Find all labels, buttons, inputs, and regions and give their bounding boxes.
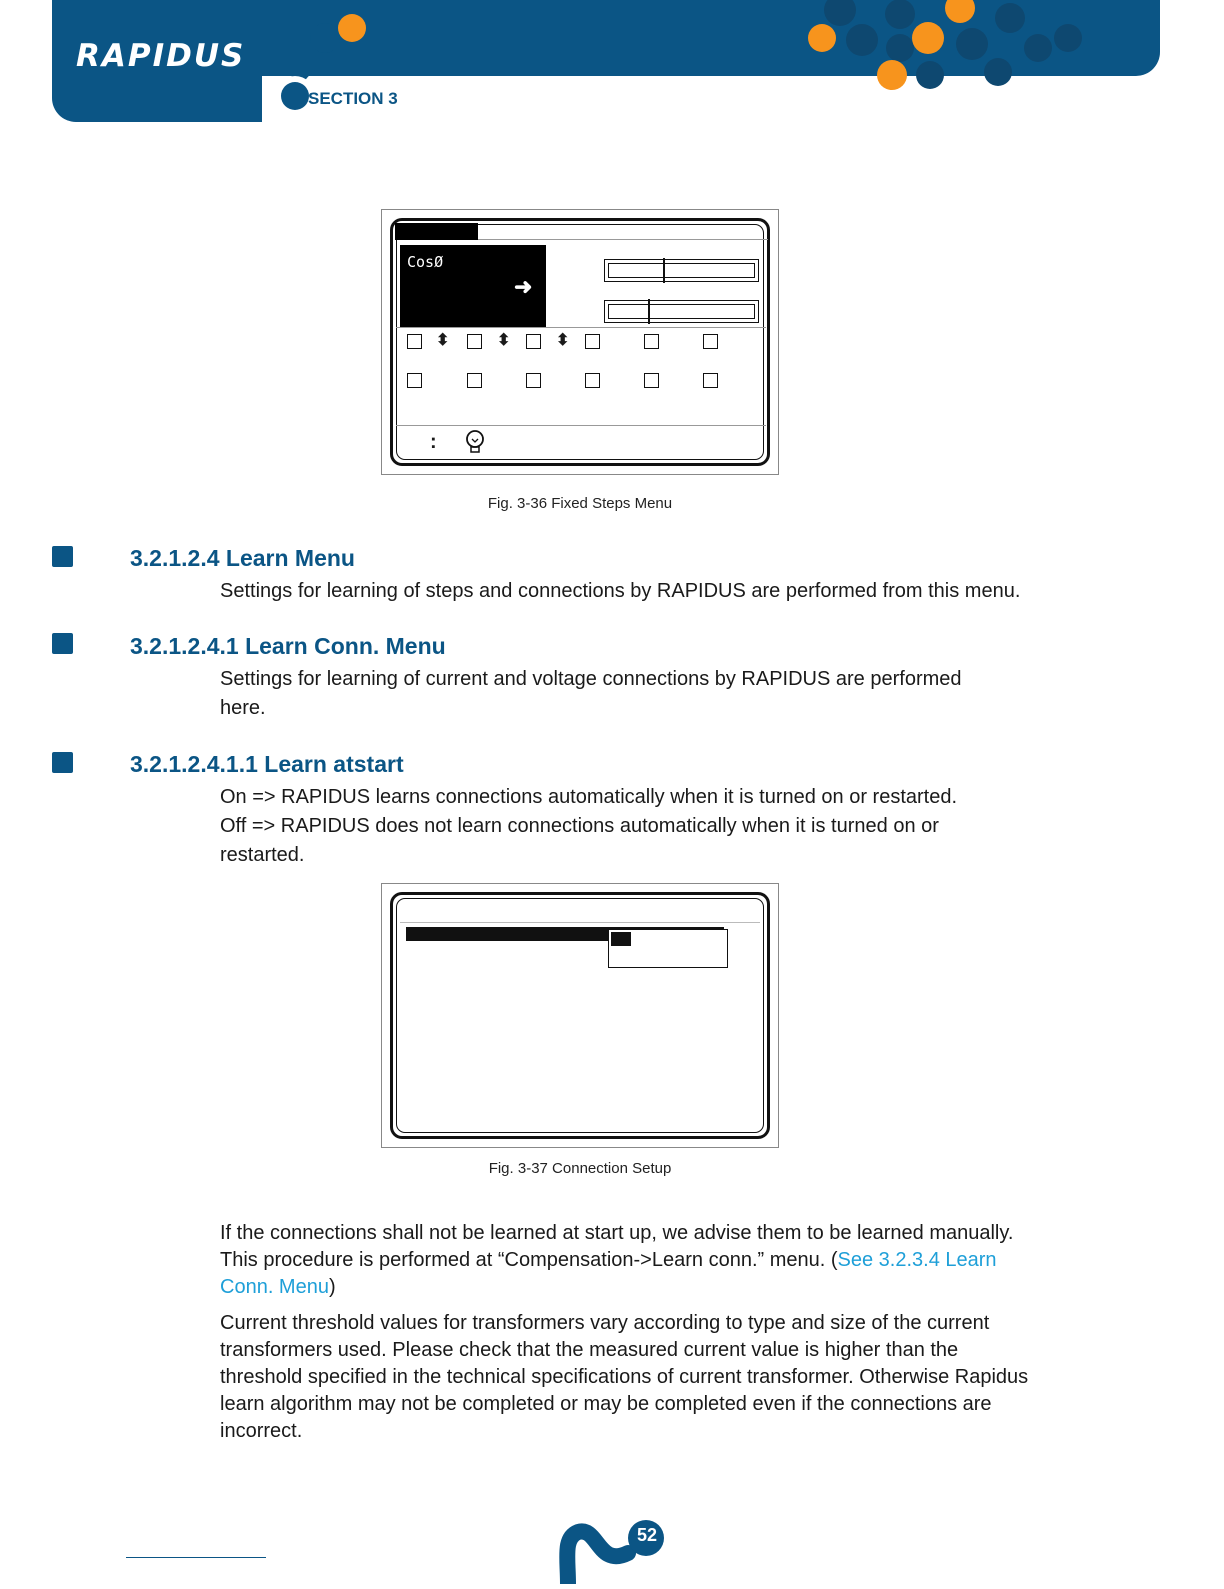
step-checkbox <box>644 373 659 388</box>
lcd-divider <box>396 327 766 328</box>
lcd-dropdown-cursor <box>611 932 631 946</box>
section-heading: 3.2.1.2.4.1 Learn Conn. Menu <box>130 633 446 659</box>
up-down-arrow-icon: ⬍ <box>436 332 450 349</box>
section-bullet <box>52 546 73 567</box>
section-bullet <box>52 633 73 654</box>
logo: RAPIDUS <box>76 38 246 74</box>
step-checkbox <box>526 334 541 349</box>
section-heading: 3.2.1.2.4.1.1 Learn atstart <box>130 751 404 777</box>
lcd-title-bar <box>395 223 478 240</box>
see-reference-link[interactable]: See 3.2.3.4 Learn Conn. Menu <box>220 1249 997 1298</box>
section-bullet <box>52 752 73 773</box>
up-down-arrow-icon: ⬍ <box>556 332 570 349</box>
page-number: 52 <box>636 1525 658 1545</box>
body-line: Off => RAPIDUS does not learn connections automatically when it is turned on or restarted. <box>220 815 939 866</box>
lcd-connection-setup <box>381 883 779 1148</box>
step-checkbox <box>703 334 718 349</box>
step-checkbox <box>407 334 422 349</box>
bar-gauge-2 <box>604 300 759 323</box>
lcd-cos-label: CosØ <box>407 253 444 271</box>
figure-caption: Fig. 3-37 Connection Setup <box>488 1160 672 1177</box>
section-body <box>220 665 1010 723</box>
body-line: Settings for learning of steps and connections by RAPIDUS are performed from this menu. <box>220 580 1021 602</box>
figure-caption: Fig. 3-36 Fixed Steps Menu <box>487 495 673 512</box>
step-checkbox <box>467 334 482 349</box>
note-text: Current threshold values for transformers vary according to type and size of the current transformers used. Please check that the measured current value is higher than the threshold specified in the technical specifications of current transformer. Otherwise Rapidus learn algorithm may not be completed or may be completed even if the connections are incorrect. <box>220 1312 1029 1442</box>
lcd-title-line <box>400 922 760 923</box>
step-checkbox <box>407 373 422 388</box>
note-paragraph <box>220 1310 1040 1445</box>
step-checkbox <box>703 373 718 388</box>
step-checkbox <box>585 373 600 388</box>
section-body <box>220 577 1070 606</box>
page-number-badge <box>548 1518 668 1589</box>
molecule-decoration-right-icon <box>800 0 1090 95</box>
note-text <box>220 1220 1040 1301</box>
section-label: SECTION 3 <box>308 89 398 108</box>
body-line: On => RAPIDUS learns connections automatically when it is turned on or restarted. <box>220 786 958 808</box>
step-checkbox <box>585 334 600 349</box>
right-arrow-icon: ➜ <box>514 274 533 299</box>
section-body <box>220 783 1010 870</box>
step-checkbox <box>467 373 482 388</box>
footer-line <box>126 1557 266 1558</box>
lightbulb-icon <box>464 429 486 455</box>
lcd-bottom-divider <box>396 425 766 426</box>
note-paragraph <box>220 1220 1040 1301</box>
lcd-fixed-steps <box>381 209 779 475</box>
note-text-end: ) <box>328 1276 336 1298</box>
up-down-arrow-icon: ⬍ <box>497 332 511 349</box>
body-line: Settings for learning of current and voltage connections by RAPIDUS are performed here. <box>220 668 962 719</box>
step-checkbox <box>526 373 541 388</box>
bar-gauge-1 <box>604 259 759 282</box>
colon-icon: : <box>430 431 437 453</box>
step-checkbox <box>644 334 659 349</box>
lcd-title-line <box>478 239 768 240</box>
note-text-main: If the connections shall not be learned at start up, we advise them to be learned manually. This procedure is performed at “Compensation->Learn conn.” menu. ( <box>220 1222 1014 1271</box>
section-heading: 3.2.1.2.4 Learn Menu <box>130 545 355 571</box>
